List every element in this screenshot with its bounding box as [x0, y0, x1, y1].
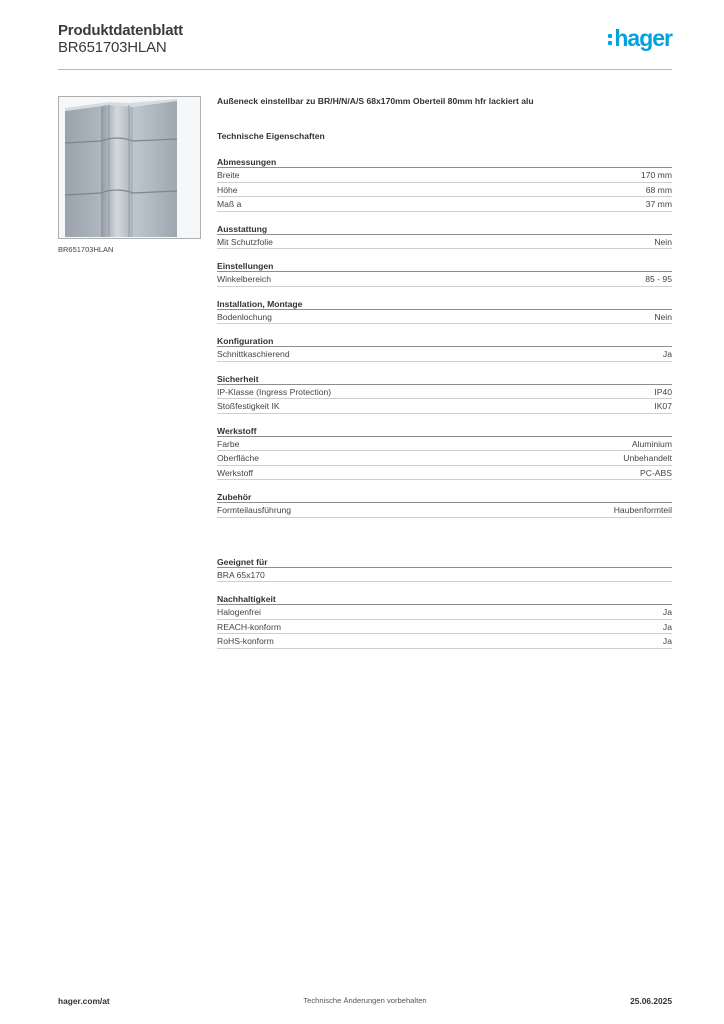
product-details [217, 96, 672, 660]
section-title: Nachhaltigkeit [217, 593, 672, 605]
property-section [217, 156, 672, 212]
hager-logo [608, 24, 672, 52]
technical-properties-heading: Technische Eigenschaften [217, 131, 325, 141]
property-label: RoHS-konform [217, 636, 274, 646]
section-title: Konfiguration [217, 335, 672, 347]
logo-text: hager [614, 24, 672, 51]
property-row [217, 272, 672, 287]
property-section [217, 556, 672, 583]
property-row [217, 568, 672, 583]
property-row [217, 235, 672, 250]
property-label: Bodenlochung [217, 311, 272, 322]
property-label: Halogenfrei [217, 607, 261, 617]
image-caption: BR651703HLAN [58, 245, 114, 254]
property-label: Schnittkaschierend [217, 349, 290, 359]
property-row [217, 466, 672, 481]
section-title: Zubehör [217, 491, 672, 503]
property-section [217, 425, 672, 481]
property-section [217, 373, 672, 414]
property-value: 170 mm [640, 170, 672, 180]
property-value: 68 mm [645, 184, 672, 195]
property-label: Werkstoff [217, 467, 253, 478]
property-row [217, 183, 672, 198]
product-image [58, 96, 201, 239]
property-value: 85 - 95 [645, 274, 672, 284]
property-value: Ja [662, 607, 672, 617]
property-label: Winkelbereich [217, 274, 271, 284]
property-row [217, 605, 672, 620]
property-section [217, 260, 672, 287]
property-row [217, 168, 672, 183]
property-value: 37 mm [645, 199, 672, 209]
property-row [217, 620, 672, 635]
property-section [217, 298, 672, 325]
property-value: Nein [654, 311, 672, 322]
property-label: Stoßfestigkeit IK [217, 401, 280, 411]
properties-sections [217, 156, 672, 518]
property-value: Ja [662, 636, 672, 646]
property-row [217, 399, 672, 414]
property-label: REACH-konform [217, 621, 281, 632]
property-section [217, 223, 672, 250]
property-section [217, 491, 672, 518]
footer-website-link[interactable]: hager.com/at [58, 996, 110, 1006]
property-label: Formteilausführung [217, 505, 292, 515]
logo-colon-icon [608, 34, 612, 45]
section-title: Einstellungen [217, 260, 672, 272]
section-title: Geeignet für [217, 556, 672, 568]
property-label: Breite [217, 170, 240, 180]
property-value: Ja [662, 621, 672, 632]
section-title: Installation, Montage [217, 298, 672, 310]
page-header [58, 22, 672, 70]
property-value: Haubenformteil [613, 505, 672, 515]
property-value: PC-ABS [640, 467, 672, 478]
property-row [217, 451, 672, 466]
property-row [217, 503, 672, 518]
document-title: Produktdatenblatt [58, 22, 183, 39]
section-title: Abmessungen [217, 156, 672, 168]
property-label: Mit Schutzfolie [217, 236, 273, 247]
property-value: Unbehandelt [623, 453, 672, 463]
property-row [217, 310, 672, 325]
property-value: Nein [654, 236, 672, 247]
property-label: Höhe [217, 184, 238, 195]
property-value: IP40 [654, 386, 672, 397]
property-label: Oberfläche [217, 453, 260, 463]
property-label: Maß a [217, 199, 242, 209]
footer-disclaimer: Technische Änderungen vorbehalten [303, 996, 427, 1005]
property-label: Farbe [217, 438, 240, 449]
property-section [217, 335, 672, 362]
property-label: IP-Klasse (Ingress Protection) [217, 386, 332, 397]
property-row [217, 197, 672, 212]
additional-sections [217, 556, 672, 649]
corner-piece-illustration [59, 97, 200, 238]
property-label: BRA 65x170 [217, 569, 265, 580]
section-title: Werkstoff [217, 425, 672, 437]
property-value: IK07 [654, 401, 672, 411]
property-row [217, 347, 672, 362]
section-title: Sicherheit [217, 373, 672, 385]
page-footer [58, 996, 672, 1010]
footer-date: 25.06.2025 [630, 996, 672, 1006]
property-row [217, 385, 672, 400]
section-title: Ausstattung [217, 223, 672, 235]
property-row [217, 437, 672, 452]
property-value: Aluminium [631, 438, 672, 449]
section-spacer [217, 529, 672, 556]
product-code: BR651703HLAN [58, 39, 167, 56]
property-row [217, 634, 672, 649]
property-section [217, 593, 672, 649]
property-value: Ja [662, 349, 672, 359]
product-description: Außeneck einstellbar zu BR/H/N/A/S 68x170mm Oberteil 80mm hfr lackiert alu [217, 96, 534, 106]
